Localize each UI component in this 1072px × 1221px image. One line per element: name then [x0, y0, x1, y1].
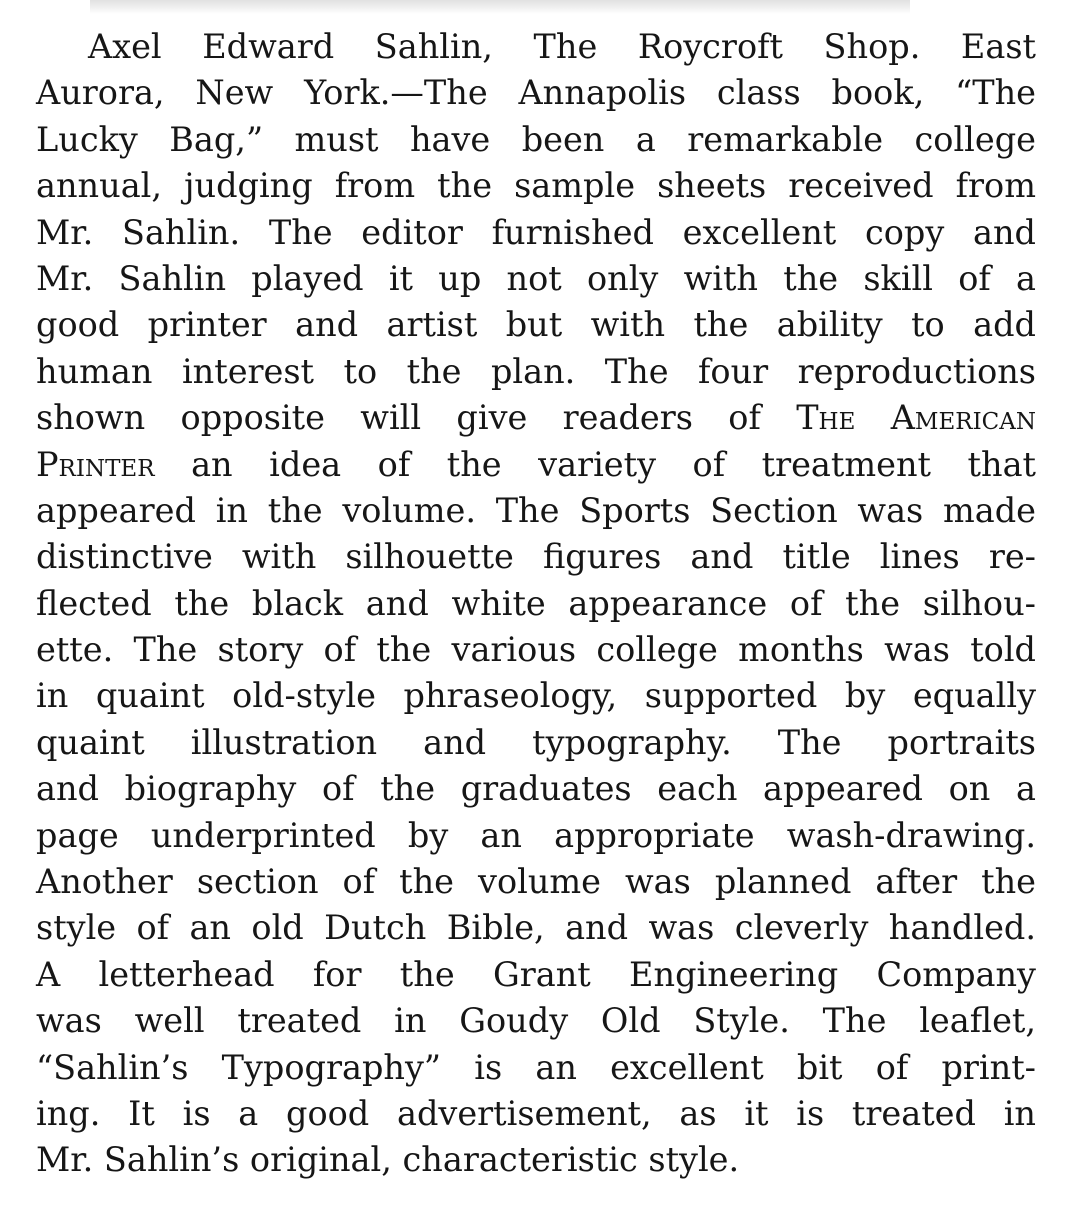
text-line-3: Lucky Bag,” must have been a remarkable college — [36, 119, 1036, 159]
text-line-2: Aurora, New York.—The Annapolis class book, “The — [36, 73, 1036, 113]
text-line-9 — [36, 395, 1036, 441]
text-line-20: style of an old Dutch Bible, and was cleverly handled. — [36, 908, 1036, 948]
text-line-8: human interest to the plan. The four reproductions — [36, 351, 1036, 391]
publication-name-part-1: The American — [796, 398, 1036, 438]
cropped-previous-text — [90, 0, 910, 14]
text-line-7: good printer and artist but with the ability to add — [36, 305, 1036, 345]
text-line-24: ing. It is a good advertisement, as it is treated in — [36, 1093, 1036, 1133]
text-line-5: Mr. Sahlin. The editor furnished excellent copy and — [36, 212, 1036, 252]
text-line-1: Axel Edward Sahlin, The Roycroft Shop. East — [88, 27, 1036, 66]
article-text — [36, 24, 1036, 1184]
text-line-23: “Sahlin’s Typography” is an excellent bit of print- — [36, 1047, 1036, 1087]
publication-name-part-2: Printer — [36, 444, 155, 484]
text-line-13: flected the black and white appearance of the silhou- — [36, 583, 1036, 623]
text-line-11: appeared in the volume. The Sports Section was made — [36, 490, 1036, 530]
text-line-9-lead: shown opposite will give readers of — [36, 398, 761, 438]
text-line-10 — [36, 442, 1036, 488]
text-line-25: Mr. Sahlin’s original, characteristic style. — [36, 1140, 740, 1180]
text-line-10-tail: an idea of the variety of treatment that — [191, 444, 1037, 484]
text-line-17: and biography of the graduates each appeared on a — [36, 769, 1036, 809]
text-line-12: distinctive with silhouette figures and title lines re- — [36, 537, 1036, 577]
text-line-14: ette. The story of the various college months was told — [36, 630, 1036, 670]
text-line-19: Another section of the volume was planned after the — [36, 862, 1036, 902]
text-line-22: was well treated in Goudy Old Style. The leaflet, — [36, 1001, 1036, 1041]
text-line-4: annual, judging from the sample sheets received from — [36, 166, 1036, 206]
text-line-15: in quaint old-style phraseology, supported by equally — [36, 676, 1036, 716]
text-line-6: Mr. Sahlin played it up not only with the skill of a — [36, 258, 1036, 298]
text-line-18: page underprinted by an appropriate wash-drawing. — [36, 815, 1036, 855]
text-line-21: A letterhead for the Grant Engineering Company — [36, 954, 1036, 994]
text-line-16: quaint illustration and typography. The portraits — [36, 722, 1036, 762]
